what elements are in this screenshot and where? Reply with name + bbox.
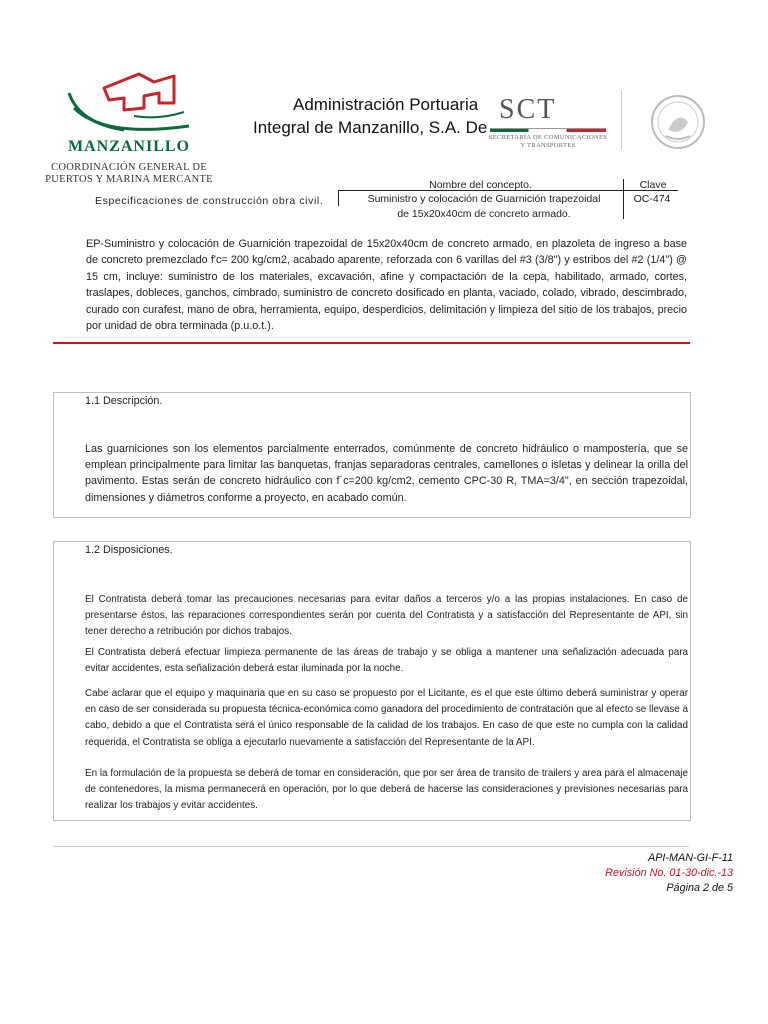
national-seal-icon — [638, 92, 714, 150]
table-rule-middle — [623, 179, 624, 219]
sct-logo — [487, 94, 612, 154]
sct-subtitle-1: SECRETARÍA DE COMUNICACIONES — [488, 134, 608, 141]
manzanillo-logo — [44, 68, 214, 188]
revision-number: Revisión No. 01-30-dic.-13 — [605, 867, 733, 879]
sct-wordmark: SCT — [499, 94, 557, 125]
section-disposiciones — [53, 541, 691, 821]
ship-logo-icon — [64, 68, 194, 140]
concept-name-line-1: Suministro y colocación de Guarnición trapezoidal — [367, 193, 601, 205]
header-title-line-1: Administración Portuaria — [293, 95, 479, 114]
concept-key-header: Clave — [639, 179, 667, 191]
ep-paragraph: EP-Suministro y colocación de Guarnición trapezoidal de 15x20x40cm de concreto armado, en plazoleta de ingreso a base de concreto premezclado f'c= 200 kg/cm2, acabado aparente, reforzada con 6 varillas del #3 (3/8") y estribos del #2 (1/4") @ 15 cm, incluye: suministro de los materiales, excavación, afine y compactación de la cepa, habilitado, armado, cortes, traslapes, dobleces, ganchos, cimbrado, suministro de concreto dosificado en planta, vaciado, colado, vibrado, descimbrado, curado con curafest, mano de obra, herramienta, equipo, desperdicios, delimitación y limpieza del sitio de los trabajos, precio por unidad de obra terminada (p.u.o.t.). — [86, 238, 687, 333]
header-title-line-2: Integral de Manzanillo, S.A. De — [253, 118, 488, 137]
section-paragraph: Las guarniciones son los elementos parcialmente enterrados, comúnmente de concreto hidráulico o mampostería, que se emplean principalmente para limitar las banquetas, franjas separadoras centrales, camellones o isletas y delinear la orilla del pavimento. Estas serán de concreto hidráulico con f´c=200 kg/cm2, cemento CPC-30 R, TMA=3/4", en sección trapezoidal, dimensiones y diámetros conforme a proyecto, en acabado común. — [85, 443, 688, 504]
header-divider — [621, 90, 622, 150]
red-divider — [53, 342, 690, 344]
section-paragraph-1: El Contratista deberá tomar las precauciones necesarias para evitar daños a terceros y/o a las propias instalaciones. En caso de presentarse éstos, las reparaciones correspondientes serán por cuenta del Contratista y a satisfacción del Representante de API, sin tener derecho a retribución por dichos trabajos. — [85, 594, 688, 638]
section-paragraph-2: El Contratista deberá efectuar limpieza permanente de las áreas de trabajo y se obliga a mantener una señalización adecuada para evitar accidentes, esta señalización deberá estar iluminada por la noche. — [85, 647, 688, 675]
logo-subtitle-1: COORDINACIÓN GENERAL DE — [51, 162, 207, 173]
logo-subtitle-2: PUERTOS Y MARINA MERCANTE — [45, 174, 213, 185]
footer-divider — [53, 846, 689, 847]
concept-name-line-2: de 15x20x40cm de concreto armado. — [397, 208, 571, 220]
section-paragraph-3: Cabe aclarar que el equipo y maquinaria que en su caso se propuesto por el Licitante, es el que este último deberá suministrar y operar en caso de ser considerada su propuesta técnica-económica como ganadora del procedimiento de contratación que al efecto se llevase a cabo, debido a que el Contratista será el único responsable de la calidad de los trabajos. En caso de que este no cumpla con la calidad requerida, el Contratista se obliga a ejecutarlo nuevamente a satisfacción del Representante de la API. — [85, 688, 688, 748]
sct-subtitle-2: Y TRANSPORTES — [520, 142, 576, 149]
section-title: 1.2 Disposiciones. — [85, 544, 173, 556]
page-number: Página 2 de 5 — [666, 882, 733, 894]
section-descripcion — [53, 392, 691, 518]
spec-label: Especificaciones de construcción obra civil. — [95, 195, 324, 207]
concept-name-header: Nombre del concepto. — [429, 179, 532, 191]
table-rule-left — [338, 191, 339, 206]
section-title: 1.1 Descripción. — [85, 395, 163, 407]
flag-bar — [490, 128, 606, 132]
logo-wordmark: MANZANILLO — [67, 138, 190, 155]
document-code: API-MAN-GI-F-11 — [648, 852, 733, 864]
concept-key-value: OC-474 — [633, 193, 671, 205]
section-paragraph-4: En la formulación de la propuesta se deberá de tomar en consideración, que por ser área de transito de trailers y area para el almacenaje de contenedores, la misma permanecerá en operación, por lo que deberá de hacerse las consideraciones y previsiones necesarias para realizar los trabajos y evitar accidentes. — [85, 768, 688, 812]
